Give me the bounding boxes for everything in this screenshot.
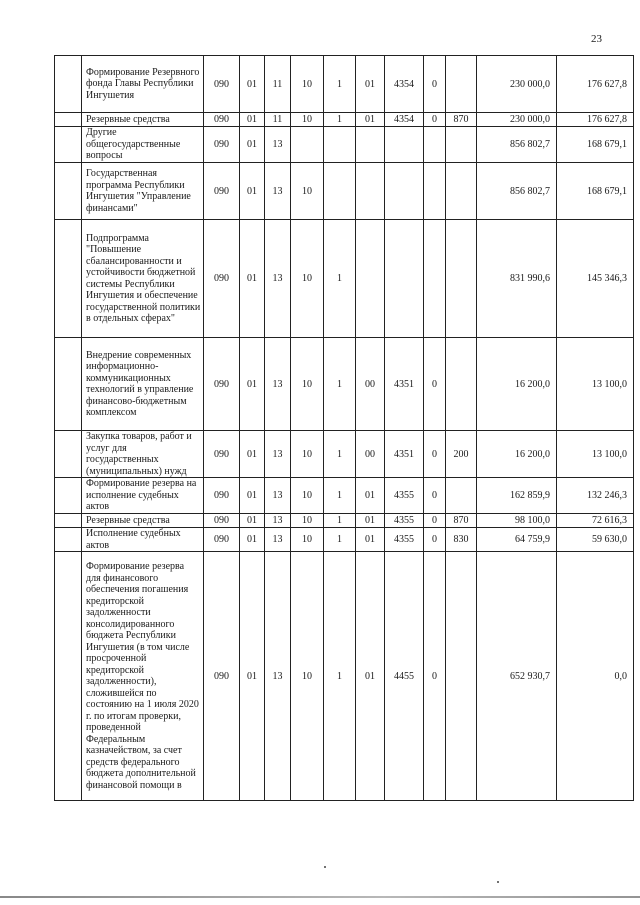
scan-speck: [497, 881, 499, 883]
cell-p2: 1: [324, 514, 356, 528]
cell-vr: 870: [446, 514, 477, 528]
cell-pr: 13: [265, 127, 291, 163]
cell-rz: 01: [240, 220, 265, 338]
cell-pr: 13: [265, 528, 291, 552]
cell-sum2: 72 616,3: [557, 514, 634, 528]
cell-p4: 4354: [385, 113, 424, 127]
cell-p5: 0: [424, 528, 446, 552]
cell-p4: [385, 220, 424, 338]
cell-p3: [356, 163, 385, 220]
cell-vr: [446, 127, 477, 163]
table-row: [55, 163, 634, 220]
cell-pr: 13: [265, 514, 291, 528]
cell-p2: 1: [324, 338, 356, 431]
cell-rz: 01: [240, 56, 265, 113]
cell-sum2: 176 627,8: [557, 113, 634, 127]
cell-p2: 1: [324, 220, 356, 338]
scan-edge: [0, 896, 640, 898]
row-lead-cell: [55, 528, 82, 552]
row-lead-cell: [55, 163, 82, 220]
cell-pr: 13: [265, 220, 291, 338]
cell-rz: 01: [240, 113, 265, 127]
row-lead-cell: [55, 338, 82, 431]
table-row: [55, 478, 634, 514]
cell-rz: 01: [240, 514, 265, 528]
cell-pr: 13: [265, 338, 291, 431]
cell-sum2: 59 630,0: [557, 528, 634, 552]
cell-p1: 10: [291, 338, 324, 431]
cell-name: Государственная программа Республики Ингушетия "Управление финансами": [82, 163, 204, 220]
cell-rz: 01: [240, 127, 265, 163]
cell-p5: 0: [424, 431, 446, 478]
cell-p1: 10: [291, 478, 324, 514]
cell-vr: 830: [446, 528, 477, 552]
cell-sum2: 176 627,8: [557, 56, 634, 113]
table-row: [55, 127, 634, 163]
cell-p5: [424, 163, 446, 220]
cell-vr: [446, 163, 477, 220]
cell-sum1: 856 802,7: [477, 127, 557, 163]
cell-sum2: 0,0: [557, 552, 634, 801]
cell-pr: 11: [265, 113, 291, 127]
cell-sum1: 230 000,0: [477, 56, 557, 113]
cell-p3: 01: [356, 552, 385, 801]
cell-pr: 13: [265, 478, 291, 514]
cell-gr: 090: [204, 528, 240, 552]
cell-name: Формирование резерва на исполнение судебных актов: [82, 478, 204, 514]
table-body: [55, 56, 634, 801]
cell-sum1: 162 859,9: [477, 478, 557, 514]
cell-p4: 4455: [385, 552, 424, 801]
cell-p5: [424, 127, 446, 163]
cell-name: Резервные средства: [82, 113, 204, 127]
row-lead-cell: [55, 552, 82, 801]
cell-sum2: 13 100,0: [557, 338, 634, 431]
cell-p3: 01: [356, 514, 385, 528]
cell-sum2: 145 346,3: [557, 220, 634, 338]
cell-p1: [291, 127, 324, 163]
cell-gr: 090: [204, 163, 240, 220]
cell-name: Внедрение современных информационно-коммуникационных технологий в управление финансово-бюджетным комплексом: [82, 338, 204, 431]
row-lead-cell: [55, 514, 82, 528]
cell-p1: 10: [291, 514, 324, 528]
cell-name: Формирование резерва для финансового обеспечения погашения кредиторской задолженности консолидированного бюджета Республики Ингушетия (в том числе просроченной кредиторской задолженности), сложившейся по состоянию на 1 июля 2020 г. по итогам проверки, проведенной Федеральным казначейством, за счет средств федерального бюджета дополнительной финансовой помощи в: [82, 552, 204, 801]
cell-rz: 01: [240, 528, 265, 552]
cell-p5: 0: [424, 338, 446, 431]
cell-sum1: 16 200,0: [477, 338, 557, 431]
cell-sum1: 16 200,0: [477, 431, 557, 478]
cell-name: Исполнение судебных актов: [82, 528, 204, 552]
cell-p4: 4355: [385, 478, 424, 514]
cell-gr: 090: [204, 552, 240, 801]
cell-name: Резервные средства: [82, 514, 204, 528]
scan-speck: [324, 866, 326, 868]
cell-gr: 090: [204, 220, 240, 338]
cell-p4: [385, 163, 424, 220]
cell-sum2: 13 100,0: [557, 431, 634, 478]
cell-name: Подпрограмма "Повышение сбалансированности и устойчивости бюджетной системы Республики Ингушетия и обеспечение государственной политики в отдельных сферах": [82, 220, 204, 338]
cell-name: Закупка товаров, работ и услуг для государственных (муниципальных) нужд: [82, 431, 204, 478]
cell-p5: 0: [424, 514, 446, 528]
cell-gr: 090: [204, 113, 240, 127]
cell-vr: 200: [446, 431, 477, 478]
cell-rz: 01: [240, 431, 265, 478]
table-row: [55, 431, 634, 478]
cell-gr: 090: [204, 338, 240, 431]
table-row: [55, 338, 634, 431]
table-row: [55, 528, 634, 552]
cell-sum1: 652 930,7: [477, 552, 557, 801]
cell-p2: 1: [324, 528, 356, 552]
cell-p1: 10: [291, 220, 324, 338]
cell-p3: 01: [356, 56, 385, 113]
cell-sum1: 856 802,7: [477, 163, 557, 220]
cell-vr: [446, 56, 477, 113]
cell-rz: 01: [240, 478, 265, 514]
cell-gr: 090: [204, 478, 240, 514]
cell-p2: 1: [324, 431, 356, 478]
cell-p5: 0: [424, 56, 446, 113]
cell-p3: 01: [356, 478, 385, 514]
cell-rz: 01: [240, 163, 265, 220]
row-lead-cell: [55, 220, 82, 338]
cell-vr: [446, 338, 477, 431]
table-row: [55, 552, 634, 801]
cell-p3: [356, 127, 385, 163]
cell-gr: 090: [204, 431, 240, 478]
cell-p5: 0: [424, 113, 446, 127]
cell-rz: 01: [240, 552, 265, 801]
cell-p4: 4355: [385, 528, 424, 552]
cell-p4: 4354: [385, 56, 424, 113]
row-lead-cell: [55, 127, 82, 163]
cell-p2: [324, 127, 356, 163]
cell-sum1: 831 990,6: [477, 220, 557, 338]
row-lead-cell: [55, 56, 82, 113]
cell-p3: 00: [356, 338, 385, 431]
cell-rz: 01: [240, 338, 265, 431]
table-row: [55, 220, 634, 338]
cell-pr: 13: [265, 431, 291, 478]
cell-p3: 01: [356, 528, 385, 552]
table-row: [55, 56, 634, 113]
cell-sum1: 230 000,0: [477, 113, 557, 127]
cell-p5: [424, 220, 446, 338]
cell-gr: 090: [204, 127, 240, 163]
row-lead-cell: [55, 431, 82, 478]
cell-gr: 090: [204, 56, 240, 113]
cell-pr: 13: [265, 552, 291, 801]
cell-sum2: 168 679,1: [557, 127, 634, 163]
cell-p3: 01: [356, 113, 385, 127]
cell-p4: 4351: [385, 338, 424, 431]
cell-p1: 10: [291, 552, 324, 801]
cell-p1: 10: [291, 56, 324, 113]
cell-pr: 11: [265, 56, 291, 113]
cell-sum2: 168 679,1: [557, 163, 634, 220]
cell-p3: [356, 220, 385, 338]
cell-p2: 1: [324, 552, 356, 801]
cell-vr: [446, 478, 477, 514]
cell-p3: 00: [356, 431, 385, 478]
cell-vr: [446, 220, 477, 338]
cell-p1: 10: [291, 528, 324, 552]
cell-p2: 1: [324, 113, 356, 127]
page-number: 23: [591, 33, 602, 45]
cell-sum2: 132 246,3: [557, 478, 634, 514]
row-lead-cell: [55, 478, 82, 514]
cell-p5: 0: [424, 552, 446, 801]
cell-p4: 4355: [385, 514, 424, 528]
cell-p2: 1: [324, 478, 356, 514]
cell-vr: [446, 552, 477, 801]
row-lead-cell: [55, 113, 82, 127]
cell-p2: [324, 163, 356, 220]
cell-sum1: 64 759,9: [477, 528, 557, 552]
cell-gr: 090: [204, 514, 240, 528]
cell-p1: 10: [291, 113, 324, 127]
table-row: [55, 113, 634, 127]
cell-name: Другие общегосударственные вопросы: [82, 127, 204, 163]
cell-p1: 10: [291, 163, 324, 220]
cell-p5: 0: [424, 478, 446, 514]
cell-pr: 13: [265, 163, 291, 220]
cell-sum1: 98 100,0: [477, 514, 557, 528]
cell-p1: 10: [291, 431, 324, 478]
table-row: [55, 514, 634, 528]
cell-name: Формирование Резервного фонда Главы Республики Ингушетия: [82, 56, 204, 113]
cell-p4: 4351: [385, 431, 424, 478]
cell-vr: 870: [446, 113, 477, 127]
budget-table: [54, 55, 634, 801]
cell-p4: [385, 127, 424, 163]
cell-p2: 1: [324, 56, 356, 113]
